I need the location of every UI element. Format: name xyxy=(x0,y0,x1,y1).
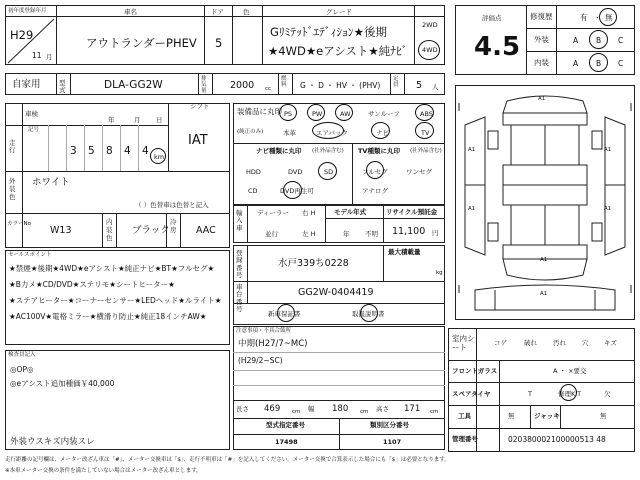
sales-point-line: ★AC100V★電格ミラー★横滑り防止★純正18インチAW★ xyxy=(9,312,207,321)
type-designation-label: 型式指定番号 xyxy=(266,421,305,429)
footer-note-2: ※本車メーター交換の条件を満たしていない場合はメーター改ざん車とします。 xyxy=(5,468,202,474)
nav-sd-circle xyxy=(318,162,337,180)
grade-line1: Gﾘﾐﾃｯﾄﾞｴﾃﾞｨｼｮﾝ★後期 xyxy=(270,25,387,39)
registration-block xyxy=(233,245,445,325)
damage-mark: A1 xyxy=(468,147,476,153)
day-label: 日 xyxy=(156,116,163,124)
ac-label: 冷房 xyxy=(170,218,177,234)
mileage-digit: 5 xyxy=(88,145,95,157)
equip-abs: ABS xyxy=(420,110,433,118)
dealer-label: ディーラー xyxy=(257,209,289,217)
equip-tv: TV xyxy=(421,129,430,137)
shift-value: IAT xyxy=(188,133,208,148)
sales-point-line: ★B力メ★CD/DVD★ステリモ★シートヒーター★ xyxy=(9,280,175,289)
sales-point-line: ★ステアヒーター★コーナーセンサー★LEDヘッド★ルライト★ xyxy=(9,296,222,305)
equip-tv-circle xyxy=(415,122,434,139)
windshield-value: A ・ ×要交 xyxy=(553,367,587,375)
equip-aw: AW xyxy=(340,110,351,118)
parallel-label: 並行 xyxy=(265,230,278,238)
height-label: 高さ xyxy=(376,405,389,413)
inspector-line: ◎OP◎ xyxy=(10,365,34,374)
exterior-b-circle xyxy=(589,30,608,49)
jack-label: ジャッキ xyxy=(534,412,560,420)
inspector-block xyxy=(5,350,230,450)
damage-mark: A1 xyxy=(604,147,612,153)
capacity-unit: 人 xyxy=(432,83,439,91)
year-label: 年 xyxy=(108,116,115,124)
nav-note: (社外品含む) xyxy=(312,148,344,154)
mileage-digit: 8 xyxy=(106,145,113,157)
mgmt-number: 020380002100000513 48 xyxy=(508,435,606,444)
tv-note: (社外品含む) xyxy=(410,148,442,154)
nav-hdd: HDD xyxy=(246,168,261,176)
interior-sheet-label: 室内シート xyxy=(452,334,475,352)
car-name: アウトランダーPHEV xyxy=(86,36,197,50)
equip-airbag-circle xyxy=(312,122,344,139)
interior-b: B xyxy=(596,59,602,68)
equip-leather: 本革 xyxy=(283,129,296,137)
equip-pw-circle xyxy=(307,104,325,121)
equip-navi: ナビ xyxy=(376,129,389,137)
length-cm: cm xyxy=(292,409,301,415)
chassis-label: 車台番号 xyxy=(236,283,243,314)
spare-item-missing: 欠 xyxy=(604,390,611,398)
mileage-label: 走行 xyxy=(9,139,16,154)
max-load-label: 最大積載量 xyxy=(388,248,421,256)
drive-4wd-circle xyxy=(418,40,440,60)
repair-yes: 有 xyxy=(580,13,588,22)
inspector-footer-note: 外装ウスキズ内装スレ xyxy=(10,437,95,447)
sales-point-line: ★禁煙★後期★4WD★eアシスト★純正ナビ★BT★フルセグ★ xyxy=(9,264,215,273)
km-unit: km xyxy=(154,153,165,161)
car-diagram xyxy=(455,85,635,320)
exterior-color-label: 外装色 xyxy=(9,177,16,201)
cc-unit: cc xyxy=(265,86,272,92)
model-year-year: 年 xyxy=(343,230,350,238)
equip-sunroof: サンルーフ xyxy=(368,110,400,118)
nav-title: ナビ種類に丸印 xyxy=(256,147,302,155)
equip-pw: PW xyxy=(312,110,323,118)
inspection-label: 車検 xyxy=(25,110,38,118)
recycle-label: リサイクル預託金 xyxy=(386,208,438,216)
damage-mark: A1 xyxy=(540,257,548,263)
new-warranty-circle xyxy=(277,304,295,322)
interior-a: A xyxy=(573,59,579,68)
damage-mark: A1 xyxy=(540,291,548,297)
spare-item-t: T xyxy=(528,390,532,398)
damage-mark: A1 xyxy=(538,96,546,102)
doors: 5 xyxy=(215,36,223,50)
color-no-label: カラーNo xyxy=(7,221,31,227)
interior-color-label: 内装色 xyxy=(106,218,113,242)
reg-year: H29 xyxy=(10,28,34,42)
mileage-digit: 4 xyxy=(124,145,131,157)
tools-label: 工具 xyxy=(458,412,471,420)
door-label: ドア xyxy=(211,8,224,16)
category: 1107 xyxy=(383,438,402,446)
tv-fullseg: フルセグ xyxy=(362,168,388,176)
height: 171 xyxy=(404,404,421,414)
spare-kit-circle xyxy=(560,384,577,401)
drive-4wd: 4WD xyxy=(422,46,438,54)
interior-sheet-item: コゲ xyxy=(494,339,507,347)
score: 4.5 xyxy=(474,32,521,62)
ac-value: AAC xyxy=(196,225,216,236)
width: 180 xyxy=(332,404,349,414)
new-warranty: 新車保証書 xyxy=(268,310,301,318)
manual-circle xyxy=(360,304,378,322)
mileage-digit: 3 xyxy=(70,145,77,157)
kg-unit: kg xyxy=(436,270,443,276)
fuel-options: G ・ D ・ HV ・ (PHV) xyxy=(300,81,381,90)
exterior-a: A xyxy=(573,36,579,45)
recycle-amount: 11,100 xyxy=(392,226,426,237)
lh-label: 左 H xyxy=(302,230,316,238)
color-label: 色 xyxy=(243,8,250,16)
grade-label: グレード xyxy=(326,8,352,16)
car-name-label: 車名 xyxy=(124,8,137,16)
width-label: 幅 xyxy=(308,405,315,413)
color-change-note: （ ）色替車は色替と記入 xyxy=(135,201,209,209)
grade-line2: ★4WD★eアシスト★純ﾅﾋﾞ xyxy=(268,44,408,58)
type-designation: 17498 xyxy=(275,438,298,446)
jack-value: 無 xyxy=(600,412,607,420)
equip-abs-circle xyxy=(415,104,434,121)
nav-dvd-play-circle xyxy=(283,181,302,199)
repair-no-circle xyxy=(599,8,617,26)
exterior-b: B xyxy=(596,36,602,45)
equip-ps: PS xyxy=(284,110,293,118)
month-label: 月 xyxy=(134,116,141,124)
km-circle xyxy=(150,148,166,164)
tv-analog: アナログ xyxy=(362,187,388,195)
category-label: 類別区分番号 xyxy=(370,421,409,429)
plate: 水戸339ち0228 xyxy=(278,258,349,269)
exterior-color: ホワイト xyxy=(32,177,70,188)
date-divider xyxy=(6,17,56,65)
plate-label: 登録番号 xyxy=(236,249,243,280)
tools-value: 無 xyxy=(508,412,515,420)
month-unit: 月 xyxy=(46,53,53,61)
tv-fullseg-circle xyxy=(366,161,384,179)
damage-mark: A1 xyxy=(468,206,476,212)
reg-month: 11 xyxy=(32,51,42,60)
length-label: 長さ xyxy=(236,405,249,413)
nav-dvd-play: DVD再生可 xyxy=(280,187,314,195)
interior-b-circle xyxy=(589,53,608,72)
length: 469 xyxy=(264,404,281,414)
interior-sheet-item: キズ xyxy=(604,339,617,347)
model-year-label: モデル年式 xyxy=(334,208,367,216)
notes-label: 注意事項・不具合箇所 xyxy=(236,328,292,334)
manual: 取扱説明書 xyxy=(352,310,385,318)
height-cm: cm xyxy=(430,409,439,415)
equip-navi-circle xyxy=(371,122,390,139)
tv-oneseg: ワンセグ xyxy=(406,168,432,176)
interior-sheet-item: 穴 xyxy=(582,339,589,347)
exterior-c: C xyxy=(618,36,624,45)
notes-line1: 中期(H27/7~MC) xyxy=(238,339,308,349)
nav-sd: SD xyxy=(324,168,334,176)
spare-item-kit: 修理KIT xyxy=(558,390,582,398)
interior-c: C xyxy=(618,59,624,68)
sales-points-label: セールスポイント xyxy=(8,252,52,258)
capacity: 5 xyxy=(416,80,423,91)
color-no: W13 xyxy=(50,225,72,236)
drive-2wd: 2WD xyxy=(422,21,438,29)
reg-year-label: 初年度登録年月 xyxy=(8,8,47,14)
inspector-label: 検査員記入 xyxy=(8,352,36,358)
interior-sheet-item: 破れ xyxy=(524,339,537,347)
spare-tire-label: スペアタイヤ xyxy=(452,390,491,398)
displacement-label: 排気量 xyxy=(201,76,207,95)
inspector-line: ◎eアシスト追加種価￥40,000 xyxy=(10,379,115,388)
footer-note-1: 走行距離の記号欄は、メーター改ざん車は「#」、メーター交換車は「$」、走行不明車は「#」を記入してください。メーター交換で合算表示した場合にも「$」は必要となります。 xyxy=(5,457,450,463)
nav-cd: CD xyxy=(248,187,258,195)
windshield-label: フロントガラス xyxy=(452,367,498,375)
yen-unit: 円 xyxy=(432,229,439,237)
fuel-label: 燃料 xyxy=(281,76,287,89)
tv-title: TV種類に丸印 xyxy=(358,147,400,155)
rh-label: 右 H xyxy=(302,209,316,217)
type-label: 型式 xyxy=(59,79,66,94)
mileage-sublabel: 記号 xyxy=(28,127,40,133)
equip-airbag: エアバック xyxy=(316,129,348,137)
repair-no: 無 xyxy=(605,13,613,22)
equipment-title: 装備品に丸印 xyxy=(237,107,282,116)
nav-dvd: DVD xyxy=(288,168,303,176)
shift-label: シフト xyxy=(190,102,210,110)
usage: 自家用 xyxy=(12,79,41,90)
repair-label: 修復歴 xyxy=(530,12,553,21)
model-code: DLA-GG2W xyxy=(104,79,163,91)
notes-line2: (H29/2~SC) xyxy=(238,356,283,365)
width-cm: cm xyxy=(360,409,369,415)
import-label: 輸入車 xyxy=(236,209,243,232)
interior-label: 内装 xyxy=(534,58,549,67)
equip-aw-circle xyxy=(335,104,353,121)
equip-ps-circle xyxy=(279,104,297,121)
exterior-label: 外装 xyxy=(534,35,549,44)
mileage-digit: 4 xyxy=(142,145,149,157)
equipment-subtitle: (純正のみ) xyxy=(237,129,264,135)
mgmt-label: 管理番号 xyxy=(452,435,478,443)
displacement: 2000 xyxy=(230,80,255,91)
capacity-label: 定員 xyxy=(393,76,399,89)
chassis: GG2W-0404419 xyxy=(298,287,374,298)
model-year-unknown: 不明 xyxy=(365,230,378,238)
interior-sheet-item: 汚れ xyxy=(553,339,566,347)
interior-color: ブラック xyxy=(132,225,170,236)
damage-mark: A1 xyxy=(604,206,612,212)
score-label: 評価点 xyxy=(482,14,502,22)
